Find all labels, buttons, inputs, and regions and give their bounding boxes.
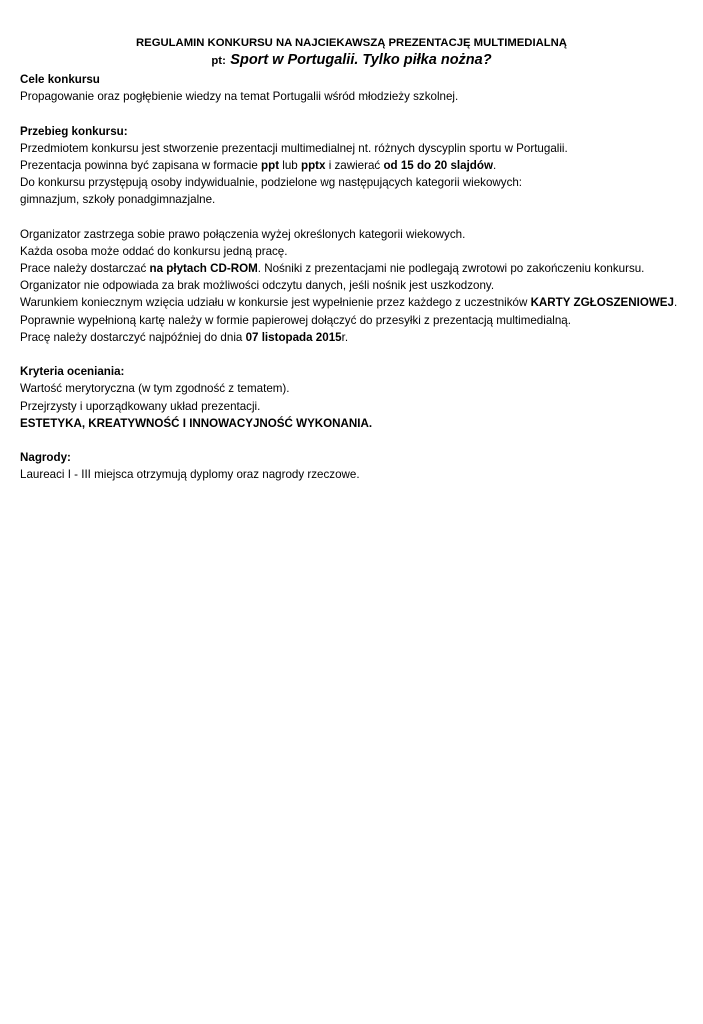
section-heading-cele: Cele konkursu — [20, 73, 100, 86]
przebieg-line-10: Poprawnie wypełnioną kartę należy w formie papierowej dołączyć do przesyłki z prezentacją multimedialną. — [20, 313, 571, 327]
przebieg-line-7: Prace należy dostarczać na płytach CD-ROM. Nośniki z prezentacjami nie podlegają zwrotowi po zakończeniu konkursu. — [20, 262, 645, 276]
document-title: REGULAMIN KONKURSU NA NAJCIEKAWSZĄ PREZENTACJĘ MULTIMEDIALNĄ — [136, 37, 567, 49]
przebieg-line-8: Organizator nie odpowiada za brak możliwości odczytu danych, jeśli nośnik jest uszkodzony. — [20, 279, 495, 293]
przebieg-line-4: gimnazjum, szkoły ponadgimnazjalne. — [20, 193, 216, 207]
kryteria-line-1: Wartość merytoryczna (w tym zgodność z tematem). — [20, 382, 290, 396]
document-subtitle — [0, 50, 703, 71]
section-heading-nagrody: Nagrody: — [20, 451, 71, 465]
subtitle-text: Sport w Portugalii. Tylko piłka nożna? — [230, 52, 492, 68]
przebieg-line-11: Pracę należy dostarczyć najpóźniej do dnia 07 listopada 2015r. — [20, 330, 349, 344]
cele-line-1: Propagowanie oraz pogłębienie wiedzy na temat Portugalii wśród młodzieży szkolnej. — [20, 90, 459, 104]
przebieg-line-3: Do konkursu przystępują osoby indywidualnie, podzielone wg następujących kategorii wiekowych: — [20, 176, 523, 190]
document-body — [20, 71, 690, 484]
section-heading-kryteria: Kryteria oceniania: — [20, 365, 125, 379]
przebieg-line-1: Przedmiotem konkursu jest stworzenie prezentacji multimedialnej nt. różnych dyscyplin sportu w Portugalii. — [20, 141, 568, 155]
kryteria-line-2: Przejrzysty i uporządkowany układ prezentacji. — [20, 399, 261, 413]
przebieg-line-5: Organizator zastrzega sobie prawo połączenia wyżej określonych kategorii wiekowych. — [20, 227, 466, 241]
przebieg-line-2: Prezentacja powinna być zapisana w formacie ppt lub pptx i zawierać od 15 do 20 slajdów. — [20, 158, 497, 172]
subtitle-prefix: pt: — [211, 55, 226, 67]
section-heading-przebieg: Przebieg konkursu: — [20, 124, 128, 138]
przebieg-line-9: Warunkiem koniecznym wzięcia udziału w konkursie jest wypełnienie przez każdego z uczestników KARTY ZGŁOSZENIOWEJ. — [20, 296, 678, 310]
przebieg-line-6: Każda osoba może oddać do konkursu jedną pracę. — [20, 244, 288, 258]
kryteria-line-3: ESTETYKA, KREATYWNOŚĆ I INNOWACYJNOŚĆ WYKONANIA. — [20, 416, 373, 430]
nagrody-line-1: Laureaci I - III miejsca otrzymują dyplomy oraz nagrody rzeczowe. — [20, 468, 360, 482]
